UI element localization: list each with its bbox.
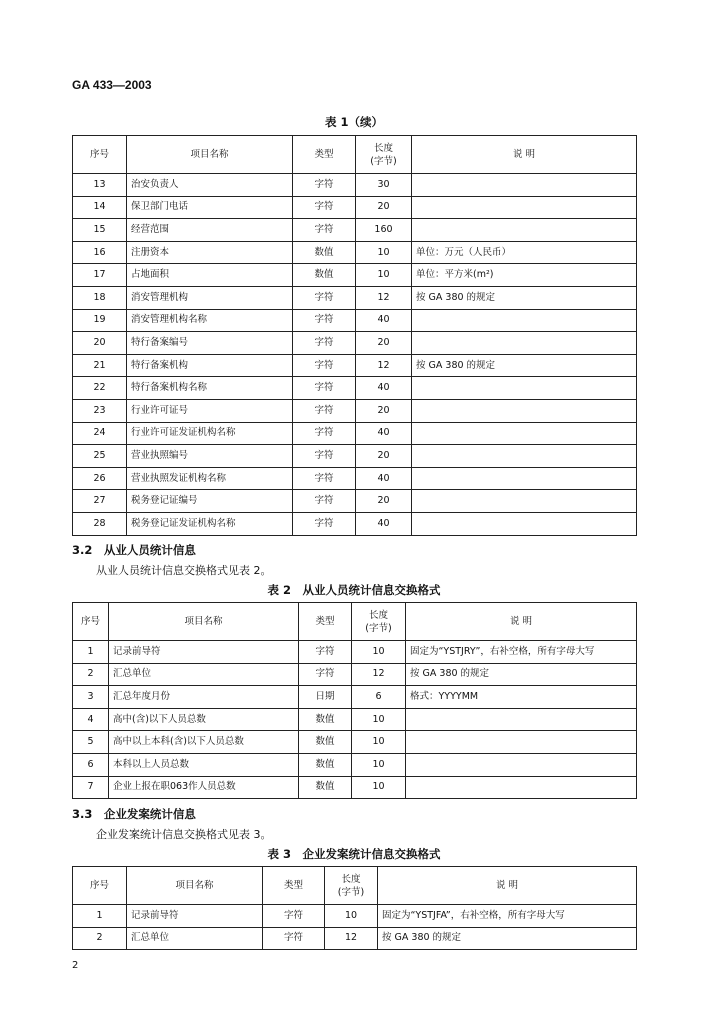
cell-type: 字符 <box>293 219 356 242</box>
cell-length: 40 <box>356 309 412 332</box>
table-row <box>73 309 637 332</box>
cell-name: 本科以上人员总数 <box>109 753 299 776</box>
cell-type: 字符 <box>293 445 356 468</box>
cell-type: 字符 <box>263 927 325 950</box>
cell-no: 16 <box>73 241 127 264</box>
table-row <box>73 663 637 686</box>
cell-length: 10 <box>352 641 406 664</box>
cell-name: 特行备案编号 <box>127 332 293 355</box>
cell-no: 14 <box>73 196 127 219</box>
table-row <box>73 445 637 468</box>
table3-header-no: 序号 <box>73 867 127 905</box>
section-3-2-body: 从业人员统计信息交换格式见表 2。 <box>96 564 272 577</box>
cell-name: 占地面积 <box>127 264 293 287</box>
table3-header-length: 长度 (字节) <box>325 867 378 905</box>
cell-type: 字符 <box>293 512 356 535</box>
cell-type: 字符 <box>293 467 356 490</box>
cell-length: 6 <box>352 686 406 709</box>
cell-length: 40 <box>356 512 412 535</box>
table-row <box>73 927 637 950</box>
cell-no: 23 <box>73 399 127 422</box>
table-row <box>73 196 637 219</box>
cell-desc: 单位：万元（人民币） <box>412 241 637 264</box>
cell-no: 27 <box>73 490 127 513</box>
cell-desc <box>412 309 637 332</box>
cell-desc <box>406 776 637 799</box>
cell-desc <box>406 731 637 754</box>
cell-no: 20 <box>73 332 127 355</box>
table1 <box>72 135 637 536</box>
cell-type: 字符 <box>293 174 356 197</box>
cell-desc: 按 GA 380 的规定 <box>406 663 637 686</box>
cell-type: 字符 <box>293 490 356 513</box>
cell-desc: 固定为“YSTJFA”，右补空格，所有字母大写 <box>378 905 637 928</box>
cell-length: 30 <box>356 174 412 197</box>
table2-header-length: 长度 (字节) <box>352 603 406 641</box>
cell-desc <box>412 219 637 242</box>
cell-type: 字符 <box>293 422 356 445</box>
cell-no: 21 <box>73 354 127 377</box>
table-row <box>73 354 637 377</box>
cell-length: 20 <box>356 332 412 355</box>
cell-name: 行业许可证号 <box>127 399 293 422</box>
cell-name: 记录前导符 <box>127 905 263 928</box>
cell-no: 1 <box>73 905 127 928</box>
table3-header-desc: 说 明 <box>378 867 637 905</box>
cell-length: 12 <box>352 663 406 686</box>
cell-length: 12 <box>325 927 378 950</box>
cell-name: 高中(含)以下人员总数 <box>109 708 299 731</box>
cell-no: 25 <box>73 445 127 468</box>
cell-length: 10 <box>356 241 412 264</box>
cell-desc <box>412 490 637 513</box>
table3-caption: 表 3 企业发案统计信息交换格式 <box>267 847 441 861</box>
cell-no: 18 <box>73 286 127 309</box>
cell-name: 特行备案机构名称 <box>127 377 293 400</box>
table1-header-length: 长度 (字节) <box>356 136 412 174</box>
cell-type: 字符 <box>293 399 356 422</box>
cell-length: 10 <box>352 708 406 731</box>
cell-name: 营业执照发证机构名称 <box>127 467 293 490</box>
table1-caption: 表 1（续） <box>324 115 383 129</box>
table-row <box>73 512 637 535</box>
cell-type: 字符 <box>299 663 352 686</box>
cell-type: 数值 <box>299 708 352 731</box>
cell-name: 治安负责人 <box>127 174 293 197</box>
cell-type: 字符 <box>293 332 356 355</box>
table-row <box>73 905 637 928</box>
cell-name: 税务登记证编号 <box>127 490 293 513</box>
cell-type: 数值 <box>299 731 352 754</box>
cell-no: 26 <box>73 467 127 490</box>
table-row <box>73 219 637 242</box>
table-row <box>73 377 637 400</box>
cell-name: 高中以上本科(含)以下人员总数 <box>109 731 299 754</box>
cell-desc <box>406 708 637 731</box>
cell-type: 字符 <box>293 196 356 219</box>
cell-name: 税务登记证发证机构名称 <box>127 512 293 535</box>
cell-length: 10 <box>325 905 378 928</box>
cell-name: 注册资本 <box>127 241 293 264</box>
standard-code: GA 433—2003 <box>72 78 152 92</box>
cell-desc <box>412 399 637 422</box>
section-3-3-body: 企业发案统计信息交换格式见表 3。 <box>96 828 272 841</box>
cell-type: 字符 <box>293 354 356 377</box>
cell-length: 20 <box>356 196 412 219</box>
cell-name: 行业许可证发证机构名称 <box>127 422 293 445</box>
table-row <box>73 490 637 513</box>
table-row <box>73 174 637 197</box>
cell-desc <box>412 377 637 400</box>
section-3-3-heading: 3.3 企业发案统计信息 <box>72 807 196 821</box>
cell-length: 10 <box>356 264 412 287</box>
table-row <box>73 332 637 355</box>
cell-length: 40 <box>356 377 412 400</box>
cell-no: 7 <box>73 776 109 799</box>
cell-desc <box>406 753 637 776</box>
cell-length: 20 <box>356 490 412 513</box>
table1-header-desc: 说 明 <box>412 136 637 174</box>
table1-header-name: 项目名称 <box>127 136 293 174</box>
cell-desc: 按 GA 380 的规定 <box>412 286 637 309</box>
table3-header-type: 类型 <box>263 867 325 905</box>
table2-header-no: 序号 <box>73 603 109 641</box>
cell-name: 汇总年度月份 <box>109 686 299 709</box>
cell-name: 消安管理机构 <box>127 286 293 309</box>
cell-desc <box>412 174 637 197</box>
cell-desc: 固定为“YSTJRY”，右补空格，所有字母大写 <box>406 641 637 664</box>
cell-type: 数值 <box>299 776 352 799</box>
cell-desc <box>412 422 637 445</box>
cell-no: 6 <box>73 753 109 776</box>
table-row <box>73 286 637 309</box>
cell-desc <box>412 196 637 219</box>
table3-header-name: 项目名称 <box>127 867 263 905</box>
cell-name: 保卫部门电话 <box>127 196 293 219</box>
cell-length: 40 <box>356 422 412 445</box>
table2 <box>72 602 637 799</box>
cell-type: 字符 <box>299 641 352 664</box>
cell-desc: 按 GA 380 的规定 <box>378 927 637 950</box>
cell-type: 数值 <box>293 264 356 287</box>
cell-type: 字符 <box>293 286 356 309</box>
cell-length: 20 <box>356 399 412 422</box>
table-row <box>73 731 637 754</box>
cell-name: 汇总单位 <box>109 663 299 686</box>
page-number: 2 <box>72 960 79 971</box>
cell-no: 2 <box>73 663 109 686</box>
cell-no: 28 <box>73 512 127 535</box>
cell-no: 4 <box>73 708 109 731</box>
cell-no: 24 <box>73 422 127 445</box>
cell-desc <box>412 467 637 490</box>
cell-no: 17 <box>73 264 127 287</box>
table-row <box>73 641 637 664</box>
cell-type: 字符 <box>293 309 356 332</box>
table2-header-desc: 说 明 <box>406 603 637 641</box>
cell-desc: 格式：YYYYMM <box>406 686 637 709</box>
cell-no: 15 <box>73 219 127 242</box>
table-row <box>73 753 637 776</box>
cell-desc <box>412 445 637 468</box>
cell-name: 消安管理机构名称 <box>127 309 293 332</box>
table-row <box>73 399 637 422</box>
cell-name: 汇总单位 <box>127 927 263 950</box>
cell-desc: 按 GA 380 的规定 <box>412 354 637 377</box>
cell-name: 营业执照编号 <box>127 445 293 468</box>
cell-no: 19 <box>73 309 127 332</box>
cell-desc: 单位：平方米(m²) <box>412 264 637 287</box>
cell-type: 字符 <box>263 905 325 928</box>
cell-type: 数值 <box>293 241 356 264</box>
cell-no: 2 <box>73 927 127 950</box>
cell-length: 10 <box>352 731 406 754</box>
table2-header-name: 项目名称 <box>109 603 299 641</box>
table-row <box>73 264 637 287</box>
cell-desc <box>412 512 637 535</box>
cell-no: 22 <box>73 377 127 400</box>
table-row <box>73 686 637 709</box>
cell-no: 13 <box>73 174 127 197</box>
cell-length: 20 <box>356 445 412 468</box>
cell-desc <box>412 332 637 355</box>
cell-length: 40 <box>356 467 412 490</box>
cell-no: 3 <box>73 686 109 709</box>
table-row <box>73 708 637 731</box>
cell-name: 特行备案机构 <box>127 354 293 377</box>
table-row <box>73 422 637 445</box>
section-3-2-heading: 3.2 从业人员统计信息 <box>72 543 196 557</box>
cell-type: 字符 <box>293 377 356 400</box>
table-row <box>73 467 637 490</box>
cell-name: 企业上报在职063作人员总数 <box>109 776 299 799</box>
cell-name: 记录前导符 <box>109 641 299 664</box>
table1-header-type: 类型 <box>293 136 356 174</box>
cell-no: 1 <box>73 641 109 664</box>
cell-length: 10 <box>352 753 406 776</box>
table2-caption: 表 2 从业人员统计信息交换格式 <box>267 583 441 597</box>
cell-type: 数值 <box>299 753 352 776</box>
table-row <box>73 241 637 264</box>
cell-name: 经营范围 <box>127 219 293 242</box>
table3 <box>72 866 637 950</box>
cell-no: 5 <box>73 731 109 754</box>
cell-length: 10 <box>352 776 406 799</box>
cell-type: 日期 <box>299 686 352 709</box>
cell-length: 12 <box>356 354 412 377</box>
table2-header-type: 类型 <box>299 603 352 641</box>
table1-header-no: 序号 <box>73 136 127 174</box>
cell-length: 160 <box>356 219 412 242</box>
table-row <box>73 776 637 799</box>
cell-length: 12 <box>356 286 412 309</box>
